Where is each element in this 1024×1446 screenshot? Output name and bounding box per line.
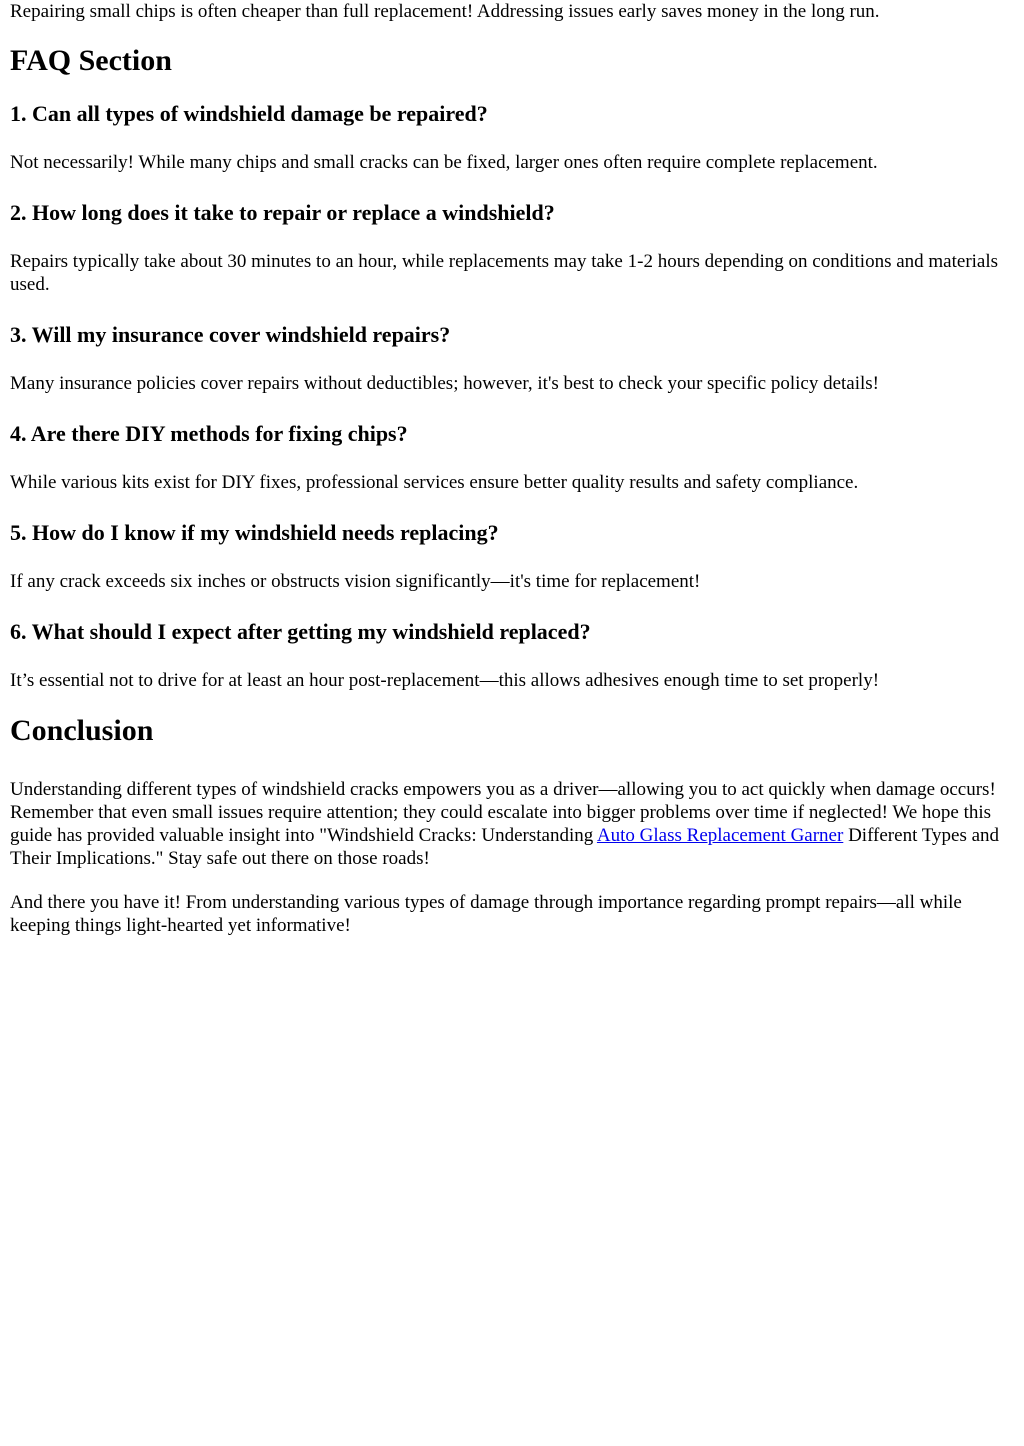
- faq-question-4: 4. Are there DIY methods for fixing chips?: [10, 421, 408, 446]
- faq-answer-4: While various kits exist for DIY fixes, professional services ensure better quality results and safety compliance.: [10, 472, 859, 493]
- conclusion-title: Conclusion: [10, 714, 154, 747]
- conclusion-text-after-link: Different Types and Their Implications." Stay safe out there on those roads!: [10, 825, 1000, 869]
- faq-question-5: 5. How do I know if my windshield needs replacing?: [10, 520, 499, 545]
- faq-answer-1: Not necessarily! While many chips and small cracks can be fixed, larger ones often require complete replacement.: [10, 152, 878, 173]
- faq-answer-6: It’s essential not to drive for at least an hour post-replacement—this allows adhesives enough time to set properly!: [10, 670, 880, 691]
- faq-section-title: FAQ Section: [10, 44, 172, 77]
- intro-paragraph: Repairing small chips is often cheaper than full replacement! Addressing issues early saves money in the long run.: [10, 1, 880, 22]
- faq-question-3: 3. Will my insurance cover windshield repairs?: [10, 322, 451, 347]
- faq-question-6: 6. What should I expect after getting my windshield replaced?: [10, 619, 591, 644]
- auto-glass-replacement-garner-link[interactable]: Auto Glass Replacement Garner: [596, 825, 844, 846]
- faq-answer-5: If any crack exceeds six inches or obstructs vision significantly—it's time for replacement!: [10, 571, 701, 592]
- conclusion-paragraph-1: [10, 778, 1014, 870]
- faq-answer-3: Many insurance policies cover repairs without deductibles; however, it's best to check your specific policy details!: [10, 373, 880, 394]
- conclusion-paragraph-2: And there you have it! From understanding various types of damage through importance regarding prompt repairs—all while keeping things light-hearted yet informative!: [10, 892, 962, 936]
- conclusion-text-before-link: Understanding different types of windshield cracks empowers you as a driver—allowing you to act quickly when damage occurs! Remember that even small issues require attention; they could escalate into bigger problems over time if neglected! We hope this guide has provided valuable insight into "Windshield Cracks: Understanding: [10, 779, 996, 846]
- faq-question-1: 1. Can all types of windshield damage be repaired?: [10, 101, 488, 126]
- faq-question-2: 2. How long does it take to repair or replace a windshield?: [10, 200, 555, 225]
- faq-answer-2: Repairs typically take about 30 minutes to an hour, while replacements may take 1-2 hours depending on conditions and materials used.: [10, 251, 999, 295]
